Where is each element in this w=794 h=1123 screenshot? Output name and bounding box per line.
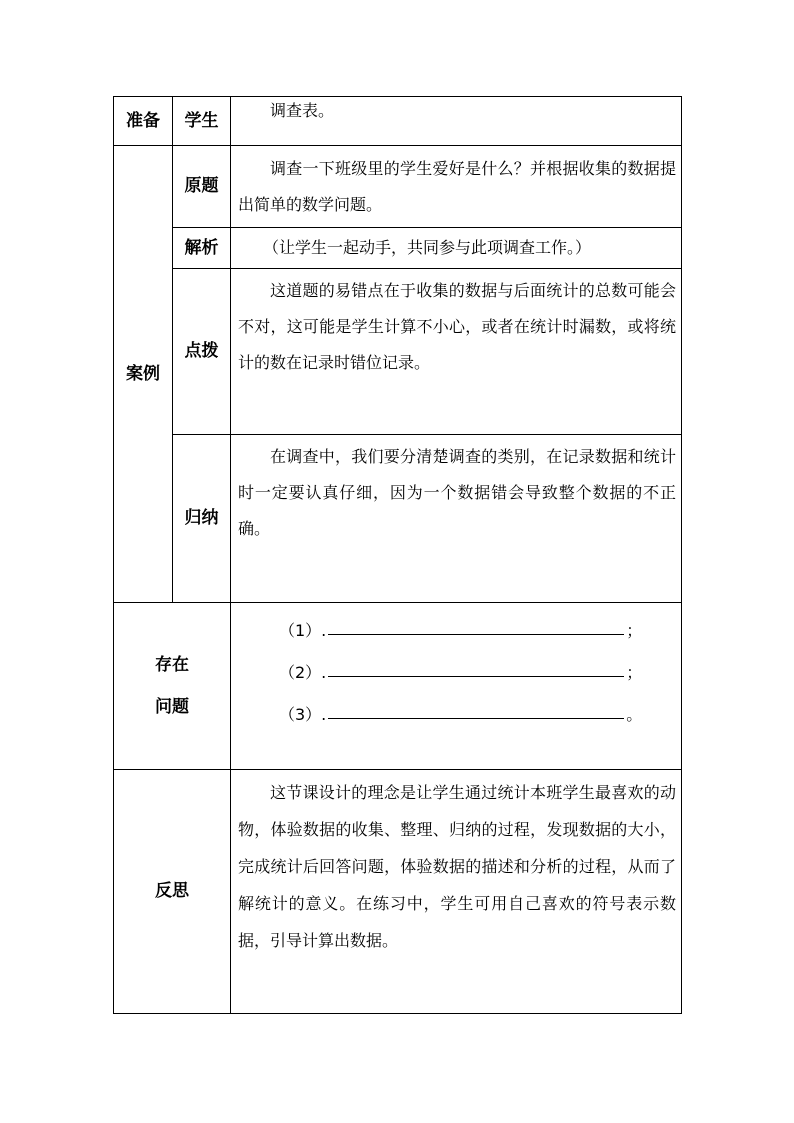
reflection-label: 反思 — [114, 770, 231, 1014]
prep-row — [114, 97, 682, 146]
case-original-row — [114, 146, 682, 228]
case-analysis-row — [114, 228, 682, 269]
problem-item-3: （3）. 。 — [231, 683, 681, 725]
hint-label: 点拨 — [173, 269, 231, 435]
problems-label — [114, 603, 231, 770]
problems-content — [231, 603, 682, 770]
summary-content: 在调查中，我们要分清楚调查的类别，在记录数据和统计时一定要认真仔细，因为一个数据错会导致整个数据的不正确。 — [231, 435, 682, 603]
prep-label: 准备 — [114, 97, 173, 146]
problem-blank-3[interactable] — [328, 698, 624, 719]
reflection-content: 这节课设计的理念是让学生通过统计本班学生最喜欢的动物，体验数据的收集、整理、归纳的过程，发现数据的大小，完成统计后回答问题，体验数据的描述和分析的过程，从而了解统计的意义。在练习中，学生可用自己喜欢的符号表示数据，引导计算出数据。 — [231, 770, 682, 1014]
original-content: 调查一下班级里的学生爱好是什么？并根据收集的数据提出简单的数学问题。 — [231, 146, 682, 228]
analysis-label: 解析 — [173, 228, 231, 269]
case-label: 案例 — [114, 146, 173, 603]
case-summary-row — [114, 435, 682, 603]
prep-content: 调查表。 — [231, 97, 682, 146]
problem-item-1: （1）. ； — [231, 603, 681, 641]
problems-label-line1: 存在 — [155, 655, 189, 675]
analysis-content: （让学生一起动手，共同参与此项调查工作。） — [231, 228, 682, 269]
lesson-plan-table — [113, 96, 682, 1014]
prep-student-label: 学生 — [173, 97, 231, 146]
summary-label: 归纳 — [173, 435, 231, 603]
reflection-row — [114, 770, 682, 1014]
hint-content: 这道题的易错点在于收集的数据与后面统计的总数可能会不对，这可能是学生计算不小心，或者在统计时漏数，或将统计的数在记录时错位记录。 — [231, 269, 682, 435]
original-label: 原题 — [173, 146, 231, 228]
problem-item-2: （2）. ； — [231, 641, 681, 683]
problems-row — [114, 603, 682, 770]
problem-blank-1[interactable] — [328, 614, 624, 635]
problems-label-line2: 问题 — [155, 697, 189, 717]
problem-blank-2[interactable] — [328, 656, 624, 677]
case-hint-row — [114, 269, 682, 435]
